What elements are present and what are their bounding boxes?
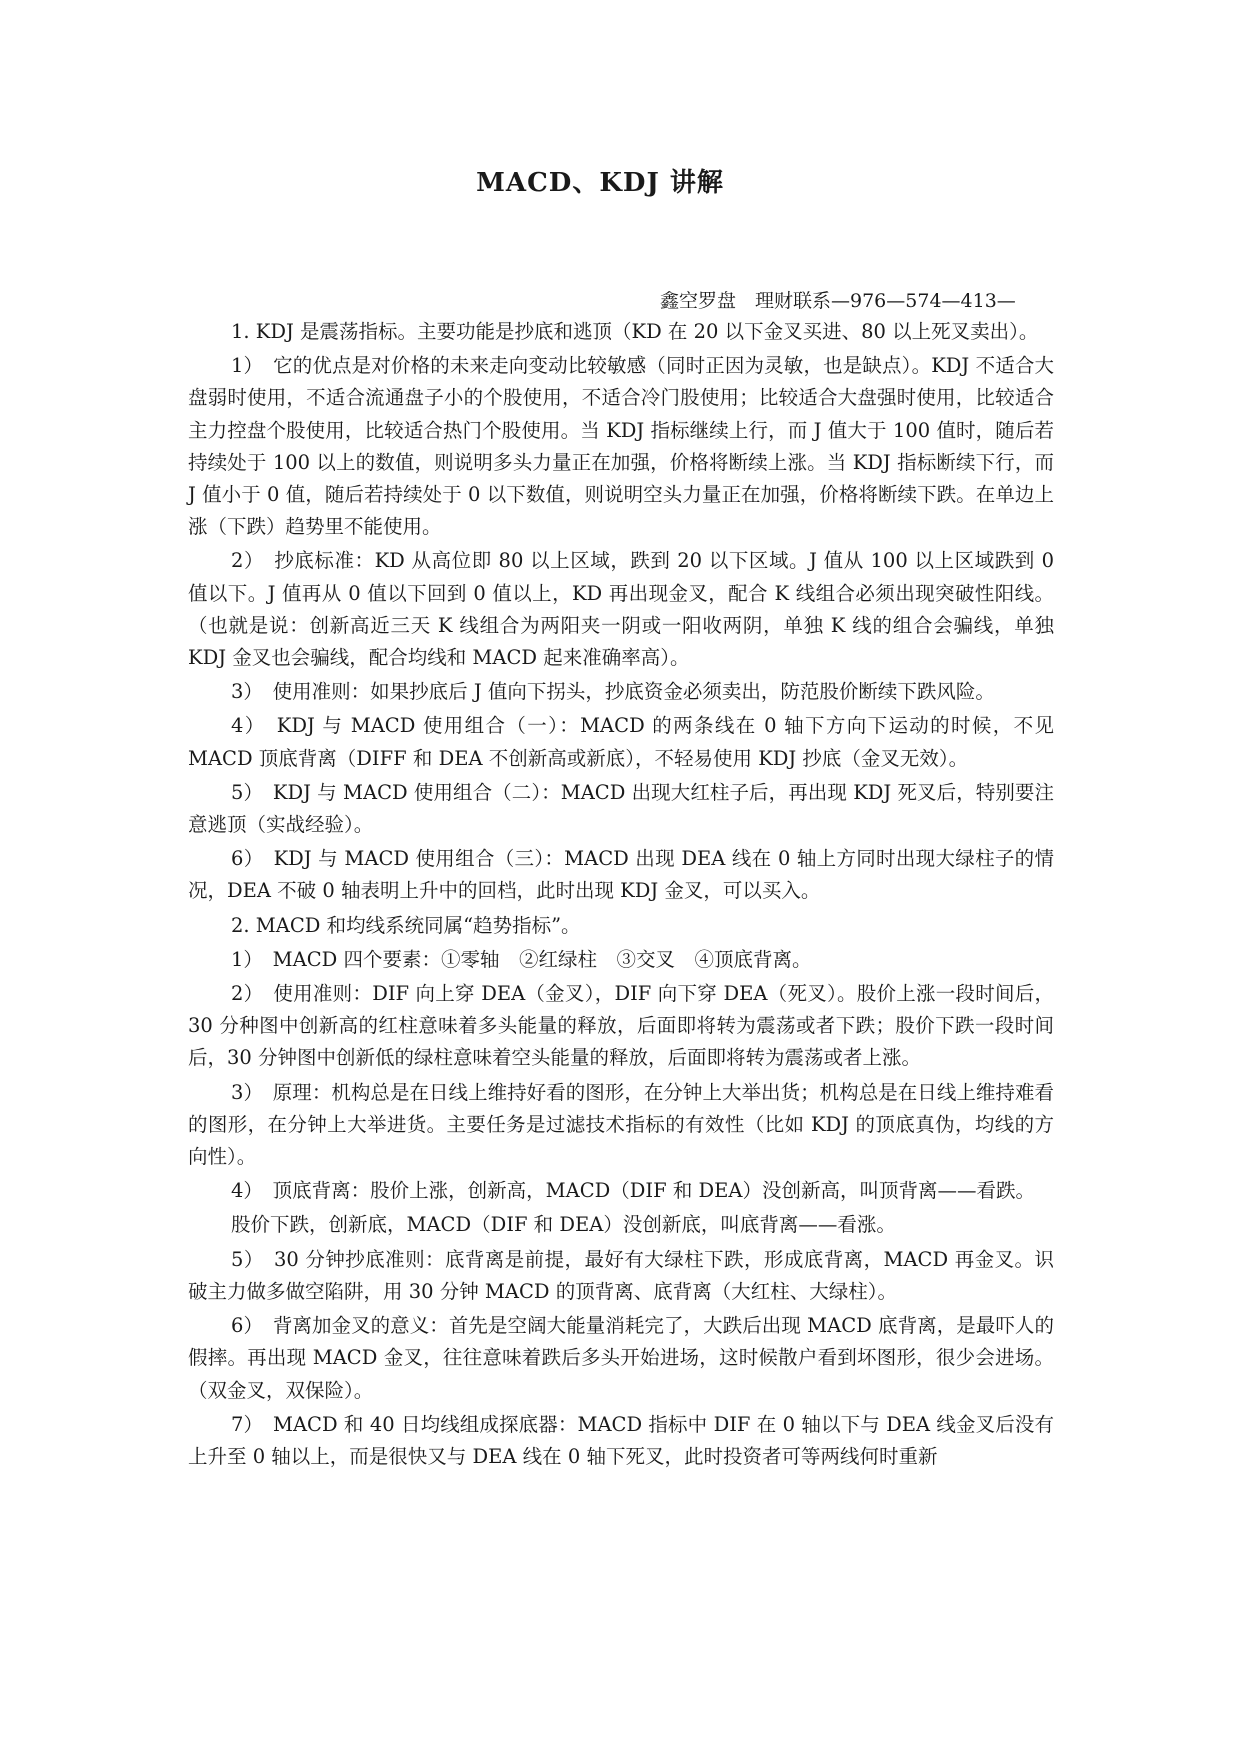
paragraph: 股价下跌，创新底，MACD（DIF 和 DEA）没创新底，叫底背离——看涨。 <box>231 1213 896 1237</box>
paragraph: 4） KDJ 与 MACD 使用组合（一）：MACD 的两条线在 0 轴下方向下运动的时候，不见 MACD 顶底背离（DIFF 和 DEA 不创新高或新底），不轻易使用 KDJ 抄底（金叉无效）。 <box>188 714 1054 770</box>
paragraph: 1. KDJ 是震荡指标。主要功能是抄底和逃顶（KD 在 20 以下金叉买进、80 以上死叉卖出）。 <box>231 320 1039 343</box>
paragraph: 5） 30 分钟抄底准则：底背离是前提，最好有大绿柱下跌，形成底背离，MACD 再金叉。识破主力做多做空陷阱，用 30 分钟 MACD 的顶背离、底背离（大红柱、大绿柱）。 <box>188 1247 1054 1303</box>
paragraph: 2） 使用准则：DIF 向上穿 DEA（金叉），DIF 向下穿 DEA（死叉）。股价上涨一段时间后，30 分种图中创新高的红柱意味着多头能量的释放，后面即将转为震荡或者下跌；股价下跌一段时间后，30 分钟图中创新低的绿柱意味着空头能量的释放，后面即将转为震荡或者上涨。 <box>188 982 1054 1070</box>
paragraph: 4） 顶底背离：股价上涨，创新高，MACD（DIF 和 DEA）没创新高，叫顶背离——看跌。 <box>231 1179 1035 1203</box>
document-title: MACD、KDJ 讲解 <box>476 168 724 198</box>
paragraph: 1） 它的优点是对价格的未来走向变动比较敏感（同时正因为灵敏，也是缺点）。KDJ 不适合大盘弱时使用，不适合流通盘子小的个股使用，不适合冷门股使用；比较适合大盘强时使用，比较适合主力控盘个股使用，比较适合热门个股使用。当 KDJ 指标继续上行，而 J 值大于 100 值时，随后若持续处于 100 以上的数值，则说明多头力量正在加强，价格将断续上涨。当 KDJ 指标断续下行，而 J 值小于 0 值，随后若持续处于 0 以下数值，则说明空头力量正在加强，价格将断续下跌。在单边上涨（下跌）趋势里不能使用。 <box>188 354 1054 539</box>
paragraph: 7） MACD 和 40 日均线组成探底器：MACD 指标中 DIF 在 0 轴以下与 DEA 线金叉后没有上升至 0 轴以上，而是很快又与 DEA 线在 0 轴下死叉，此时投资者可等两线何时重新 <box>188 1412 1054 1468</box>
paragraph: 3） 使用准则：如果抄底后 J 值向下拐头，抄底资金必须卖出，防范股价断续下跌风险。 <box>231 680 995 704</box>
paragraph: 2. MACD 和均线系统同属“趋势指标”。 <box>231 913 581 937</box>
paragraph: 6） 背离加金叉的意义：首先是空阔大能量消耗完了，大跌后出现 MACD 底背离，是最吓人的假摔。再出现 MACD 金叉，往往意味着跌后多头开始进场，这时候散户看到坏图形，很少会进场。（双金叉，双保险）。 <box>188 1314 1054 1402</box>
paragraph: 2） 抄底标准：KD 从高位即 80 以上区域，跌到 20 以下区域。J 值从 100 以上区域跌到 0 值以下。J 值再从 0 值以下回到 0 值以上，KD 再出现金叉，配合 K 线组合必须出现突破性阳线。（也就是说：创新高近三天 K 线组合为两阳夹一阴或一阳收两阴，单独 K 线的组合会骗线，单独 KDJ 金叉也会骗线，配合均线和 MACD 起来准确率高）。 <box>188 549 1054 670</box>
paragraph: 3） 原理：机构总是在日线上维持好看的图形，在分钟上大举出货；机构总是在日线上维持难看的图形，在分钟上大举进货。主要任务是过滤技术指标的有效性（比如 KDJ 的顶底真伪，均线的方向性）。 <box>188 1080 1054 1169</box>
document-body <box>188 316 1054 1475</box>
author-line: 鑫空罗盘 理财联系—976—574—413— <box>660 290 1016 312</box>
paragraph: 6） KDJ 与 MACD 使用组合（三）：MACD 出现 DEA 线在 0 轴上方同时出现大绿柱子的情况，DEA 不破 0 轴表明上升中的回档，此时出现 KDJ 金叉，可以买入。 <box>188 847 1054 903</box>
paragraph: 5） KDJ 与 MACD 使用组合（二）：MACD 出现大红柱子后，再出现 KDJ 死叉后，特别要注意逃顶（实战经验）。 <box>188 780 1054 837</box>
paragraph: 1） MACD 四个要素：①零轴 ②红绿柱 ③交叉 ④顶底背离。 <box>231 947 812 971</box>
